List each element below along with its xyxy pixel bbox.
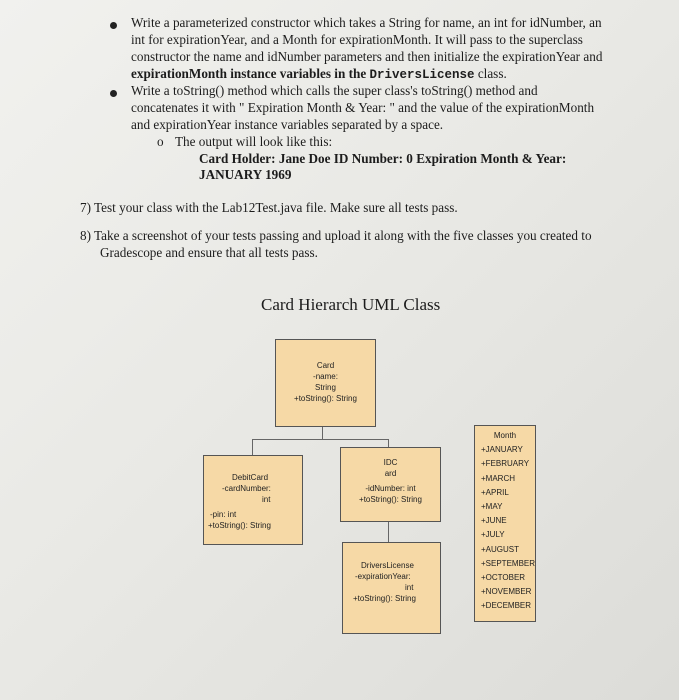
bullet-1-marker [110,22,117,29]
month-item: +FEBRUARY [481,459,530,469]
idcard-method-tostring: +toString(): String [359,495,422,504]
uml-card-box [275,339,376,427]
month-item: +DECEMBER [481,601,532,611]
drivers-class-name: DriversLicense [361,561,414,570]
bullet-2-line-1: Write a toString() method which calls the super class's toString() method and [131,83,538,98]
idcard-class-name-part-2: ard [384,469,397,478]
card-field-type: String [315,383,336,392]
uml-debitcard-box [203,455,303,545]
uml-title: Card Hierarch UML Class [261,295,441,314]
drivers-field-type: int [405,583,414,592]
code-class-name: DriversLicense [369,68,475,82]
month-item: +JANUARY [481,445,523,455]
bullet-1-text [131,14,671,84]
debit-field-cardnumber: -cardNumber: [222,484,271,493]
month-enum-title: Month [493,431,517,440]
month-item: +OCTOBER [481,573,526,583]
month-item: +APRIL [481,487,509,497]
bullet-1-line-4: expirationMonth instance variables in the DriversLicense class. [131,66,507,82]
card-field-name: -name: [313,372,338,381]
connector-idcard-drivers [388,520,389,542]
drivers-method-tostring: +toString(): String [353,594,416,603]
month-item: +MAY [481,502,503,512]
step-7: 7) Test your class with the Lab12Test.java file. Make sure all tests pass. [80,200,458,215]
output-line-1: Card Holder: Jane Doe ID Number: 0 Expiration Month & Year: [199,151,567,166]
connector-card-down [322,425,323,439]
month-item: +JUNE [481,516,507,526]
month-item: +NOVEMBER [481,587,532,597]
uml-driverslicense-box [342,542,441,634]
sub-bullet-text: The output will look like this: [175,134,333,149]
uml-idcard-box [340,447,441,522]
debit-field-pin: -pin: int [210,510,237,519]
month-item: +AUGUST [481,544,520,554]
step-8-line-2: Gradescope and ensure that all tests pass. [100,245,318,260]
month-item: +MARCH [481,473,516,483]
uml-month-enum-box [474,425,536,622]
idcard-field-idnumber: -idNumber: int [365,484,416,493]
card-method-tostring: +toString(): String [294,394,357,403]
month-item: +SEPTEMBER [481,558,536,568]
sub-bullet-marker: o [157,134,164,149]
debit-method-tostring: +toString(): String [208,521,271,530]
bullet-2-marker [110,90,117,97]
month-item: +JULY [481,530,505,540]
idcard-class-name-part-1: IDC [383,458,398,467]
bullet-1-line-3: constructor the name and idNumber parameters and then initialize the expirationYear and [131,49,603,64]
drivers-field-expirationyear: -expirationYear: [355,572,411,581]
output-line-2: JANUARY 1969 [199,167,292,182]
card-class-name: Card [316,361,335,370]
debit-field-type: int [262,495,271,504]
bullet-1-line-1: Write a parameterized constructor which takes a String for name, an int for idNumber, an [131,15,602,30]
connector-horizontal [252,439,389,440]
connector-debit-down [252,439,253,455]
bullet-2-line-2: concatenates it with " Expiration Month & Year: " and the value of the expirationMonth [131,100,595,115]
bullet-2-text [131,82,671,133]
debit-class-name: DebitCard [232,473,269,482]
bullet-2-line-3: and expirationYear instance variables separated by a space. [131,117,444,132]
bullet-1-line-2: int for expirationYear, and a Month for expirationMonth. It will pass to the superclass [131,32,583,47]
step-8-line-1: 8) Take a screenshot of your tests passing and upload it along with the five classes you created to [80,228,592,243]
connector-idcard-down [388,439,389,447]
